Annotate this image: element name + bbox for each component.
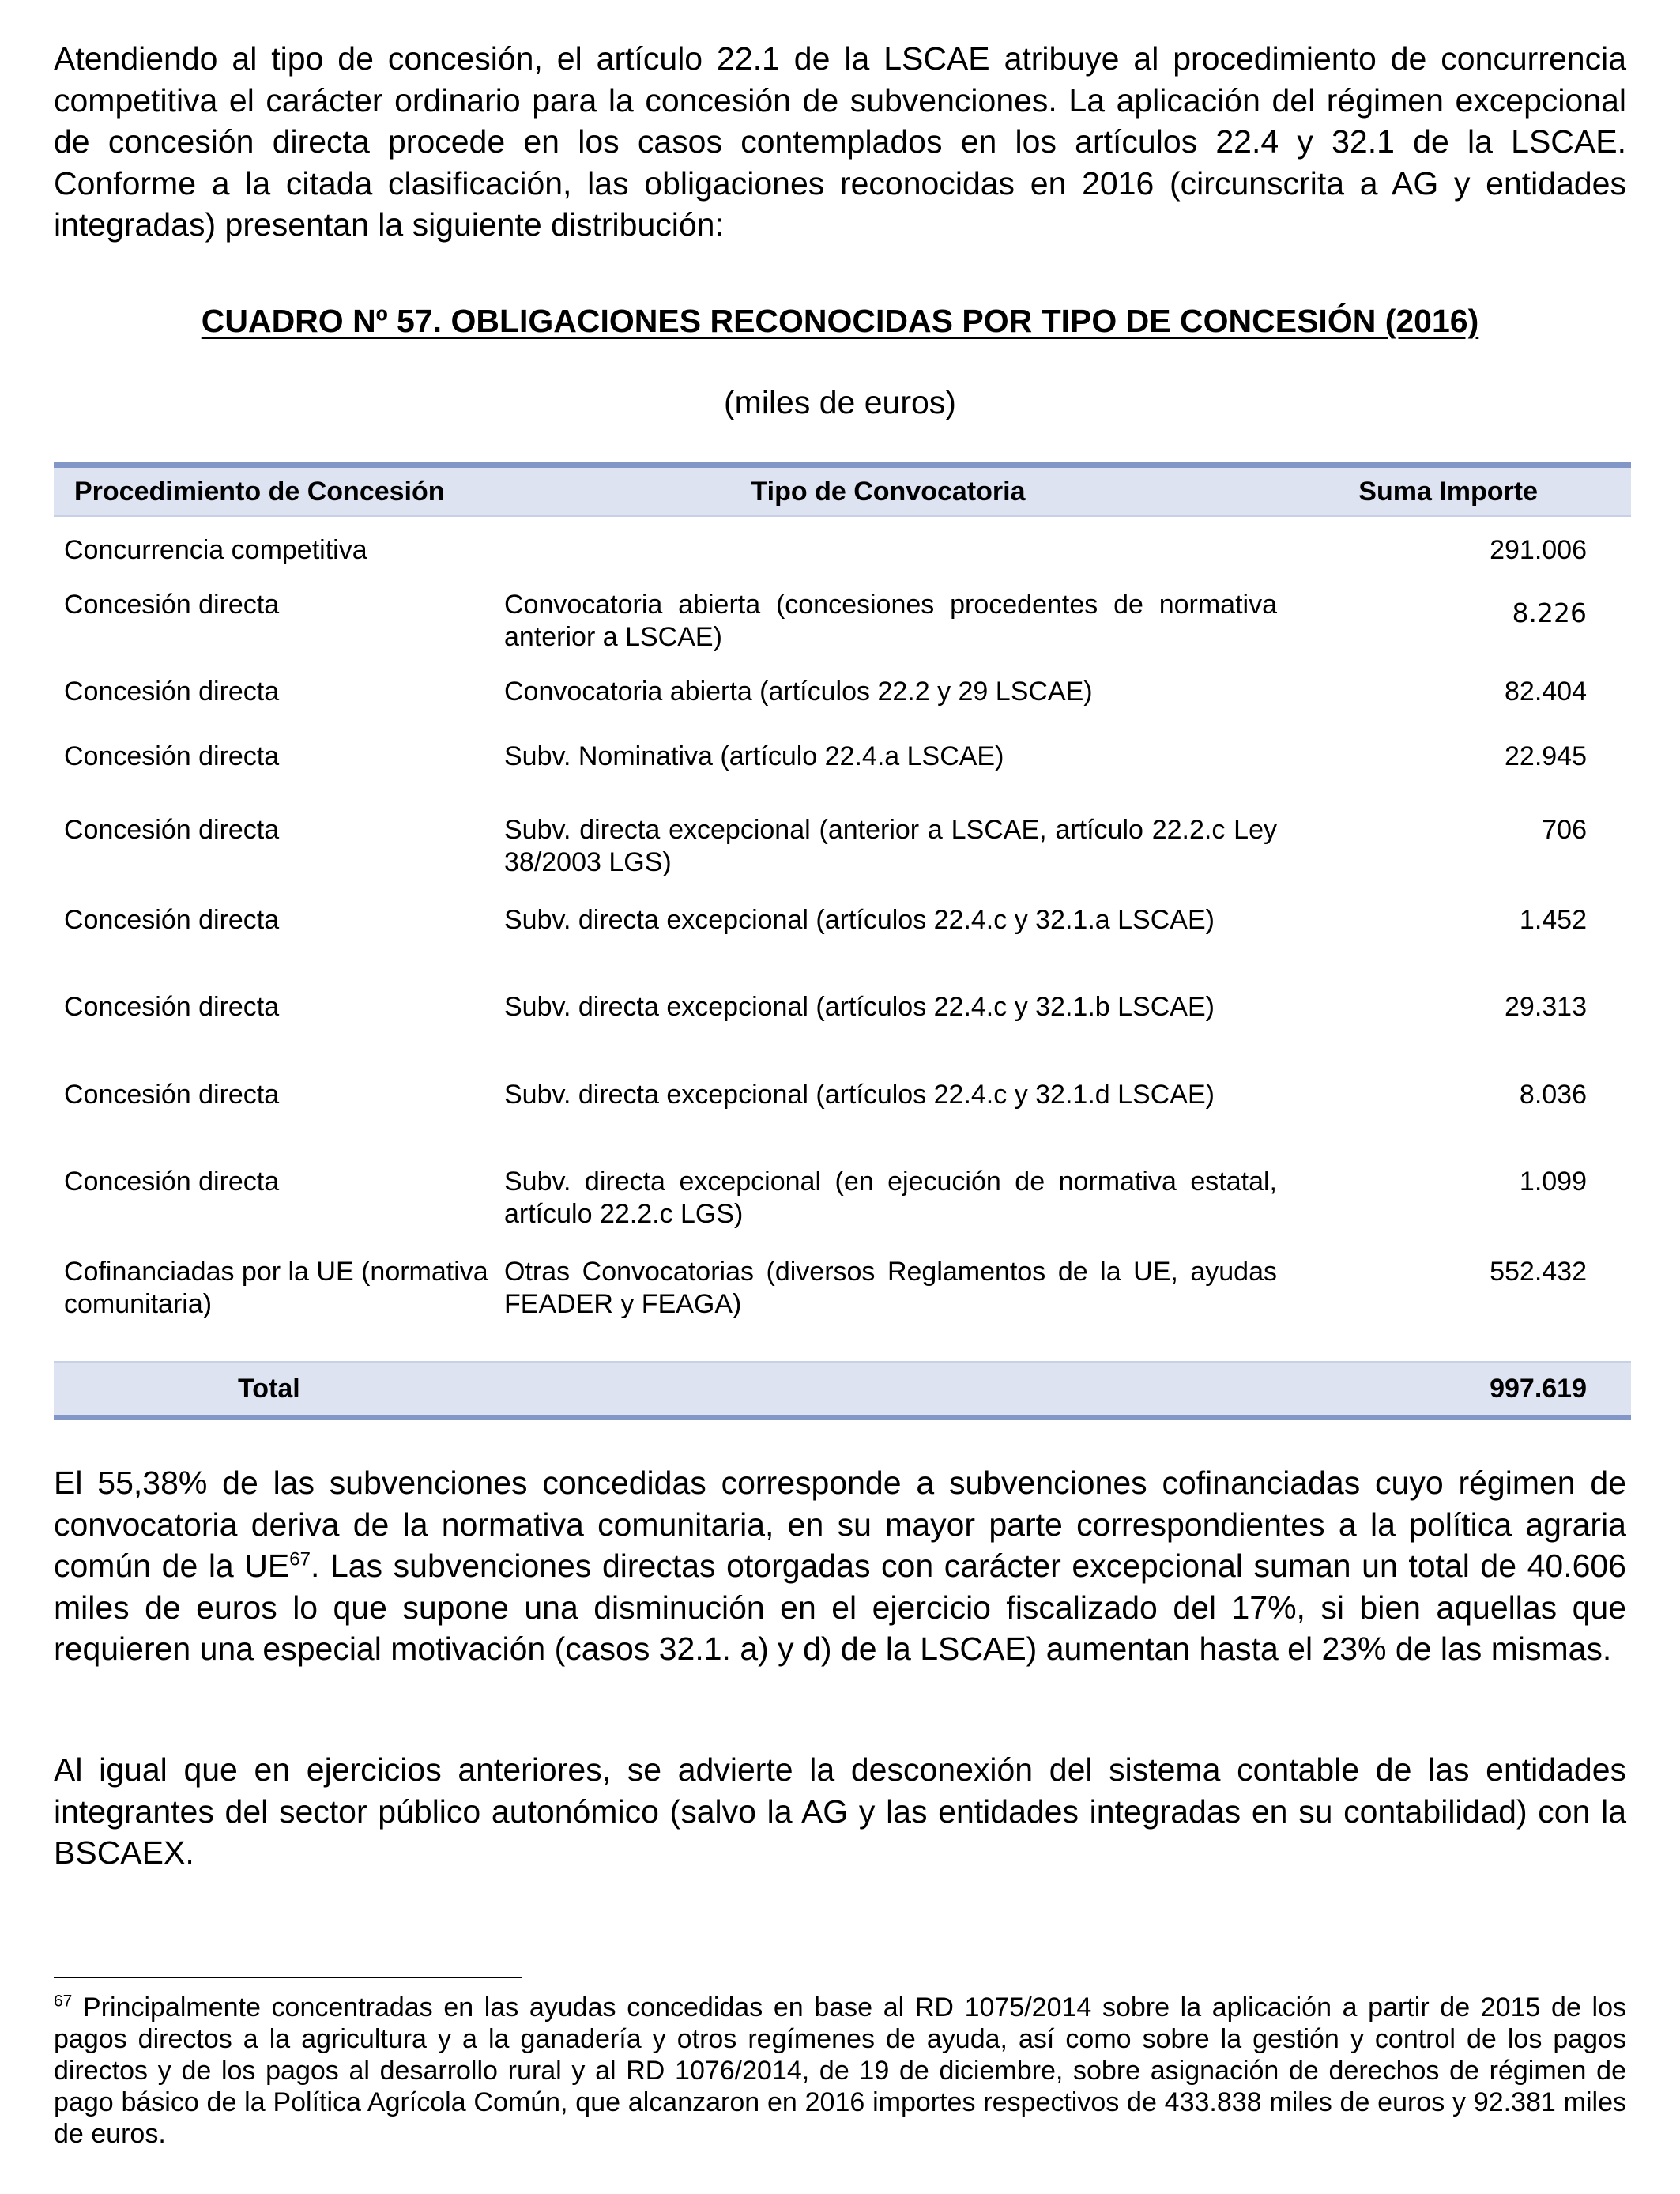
cell-procedimiento: Concesión directa xyxy=(64,1167,280,1197)
cell-procedimiento: Concesión directa xyxy=(64,590,280,620)
total-row xyxy=(54,1361,1631,1415)
cell-procedimiento: Concesión directa xyxy=(64,905,280,935)
cell-tipo: Convocatoria abierta (artículos 22.2 y 29 LSCAE) xyxy=(504,677,1093,707)
cell-importe: 552.432 xyxy=(1490,1257,1587,1287)
footnote-separator xyxy=(54,1977,522,1978)
cell-importe: 82.404 xyxy=(1505,677,1587,707)
header-importe: Suma Importe xyxy=(1358,476,1538,507)
cell-importe: 8.036 xyxy=(1519,1080,1587,1110)
table-title: CUADRO Nº 57. OBLIGACIONES RECONOCIDAS POR TIPO DE CONCESIÓN (2016) xyxy=(201,303,1479,339)
header-procedimiento: Procedimiento de Concesión xyxy=(74,476,445,507)
cell-importe: 1.099 xyxy=(1519,1167,1587,1197)
cell-tipo: Convocatoria abierta (concesiones procedentes de normativa anterior a LSCAE) xyxy=(504,590,1277,652)
cell-procedimiento: Concesión directa xyxy=(64,1080,280,1110)
cell-procedimiento: Concesión directa xyxy=(64,741,280,771)
cell-importe: 29.313 xyxy=(1505,992,1587,1022)
cell-importe: 1.452 xyxy=(1519,905,1587,935)
cell-tipo: Subv. Nominativa (artículo 22.4.a LSCAE) xyxy=(504,741,1004,771)
cell-importe: 291.006 xyxy=(1490,535,1587,565)
footnote-marker: 67 xyxy=(54,1992,73,2011)
cell-importe: 8.226 xyxy=(1512,598,1587,628)
obligations-table xyxy=(54,462,1631,517)
cell-procedimiento: Concesión directa xyxy=(64,815,280,845)
intro-paragraph: Atendiendo al tipo de concesión, el artículo 22.1 de la LSCAE atribuye al procedimiento de concurrencia competitiva el carácter ordinario para la concesión de subvenciones. La aplicación del régimen excepcional de concesión directa procede en los casos contemplados en los artículos 22.4 y 32.1 de la LSCAE. Conforme a la citada clasificación, las obligaciones reconocidas en 2016 (circunscrita a AG y entidades integradas) presentan la siguiente distribución: xyxy=(54,40,1626,243)
total-value: 997.619 xyxy=(1490,1373,1587,1404)
paragraph-desconexion: Al igual que en ejercicios anteriores, se advierte la desconexión del sistema contable de las entidades integrantes del sector público autonómico (salvo la AG y las entidades integradas en su contabilidad) con la BSCAEX. xyxy=(54,1751,1626,1871)
footnote xyxy=(54,1992,1626,2150)
table-units: (miles de euros) xyxy=(724,384,956,420)
cell-procedimiento: Concesión directa xyxy=(64,992,280,1022)
cell-tipo: Subv. directa excepcional (artículos 22.4.c y 32.1.d LSCAE) xyxy=(504,1080,1215,1110)
cell-tipo: Subv. directa excepcional (en ejecución de normativa estatal, artículo 22.2.c LGS) xyxy=(504,1167,1277,1229)
footnote-text: Principalmente concentradas en las ayudas concedidas en base al RD 1075/2014 sobre la aplicación a partir de 2015 de los pagos directos a la agricultura y a la ganadería y otros regímenes de ayuda, así como sobre la gestión y control de los pagos directos y de los pagos al desarrollo rural y al RD 1076/2014, de 19 de diciembre, sobre asignación de derechos de régimen de pago básico de la Política Agrícola Común, que alcanzaron en 2016 importes respectivos de 433.838 miles de euros y 92.381 miles de euros. xyxy=(54,1992,1626,2149)
cell-tipo: Subv. directa excepcional (anterior a LSCAE, artículo 22.2.c Ley 38/2003 LGS) xyxy=(504,815,1277,877)
paragraph-cofinanciadas: El 55,38% de las subvenciones concedidas corresponde a subvenciones cofinanciadas cuyo régimen de convocatoria deriva de la normativa comunitaria, en su mayor parte correspondientes a la política agraria común de la UE$^{67}$. Las subvenciones directas otorgadas con carácter excepcional suman un total de 40.606 miles de euros lo que supone una disminución en el ejercicio fiscalizado del 17%, si bien aquellas que requieren una especial motivación (casos 32.1. a) y d) de la LSCAE) aumentan hasta el 23% de las mismas. xyxy=(54,1465,1626,1667)
cell-tipo: Otras Convocatorias (diversos Reglamentos de la UE, ayudas FEADER y FEAGA) xyxy=(504,1257,1277,1319)
footnote-reference[interactable]: 67 xyxy=(289,1548,311,1570)
cell-tipo: Subv. directa excepcional (artículos 22.4.c y 32.1.a LSCAE) xyxy=(504,905,1215,935)
table-header-row xyxy=(54,468,1631,517)
table-bottom-rule xyxy=(54,1415,1631,1420)
cell-procedimiento: Concesión directa xyxy=(64,677,280,707)
cell-procedimiento: Cofinanciadas por la UE (normativa comunitaria) xyxy=(64,1257,488,1319)
header-tipo: Tipo de Convocatoria xyxy=(751,476,1026,507)
cell-tipo: Subv. directa excepcional (artículos 22.4.c y 32.1.b LSCAE) xyxy=(504,992,1215,1022)
total-label: Total xyxy=(238,1373,300,1404)
table-top-rule xyxy=(54,462,1631,468)
cell-procedimiento: Concurrencia competitiva xyxy=(64,535,367,565)
cell-importe: 706 xyxy=(1542,815,1587,845)
table-total xyxy=(54,1361,1631,1420)
cell-importe: 22.945 xyxy=(1505,741,1587,771)
